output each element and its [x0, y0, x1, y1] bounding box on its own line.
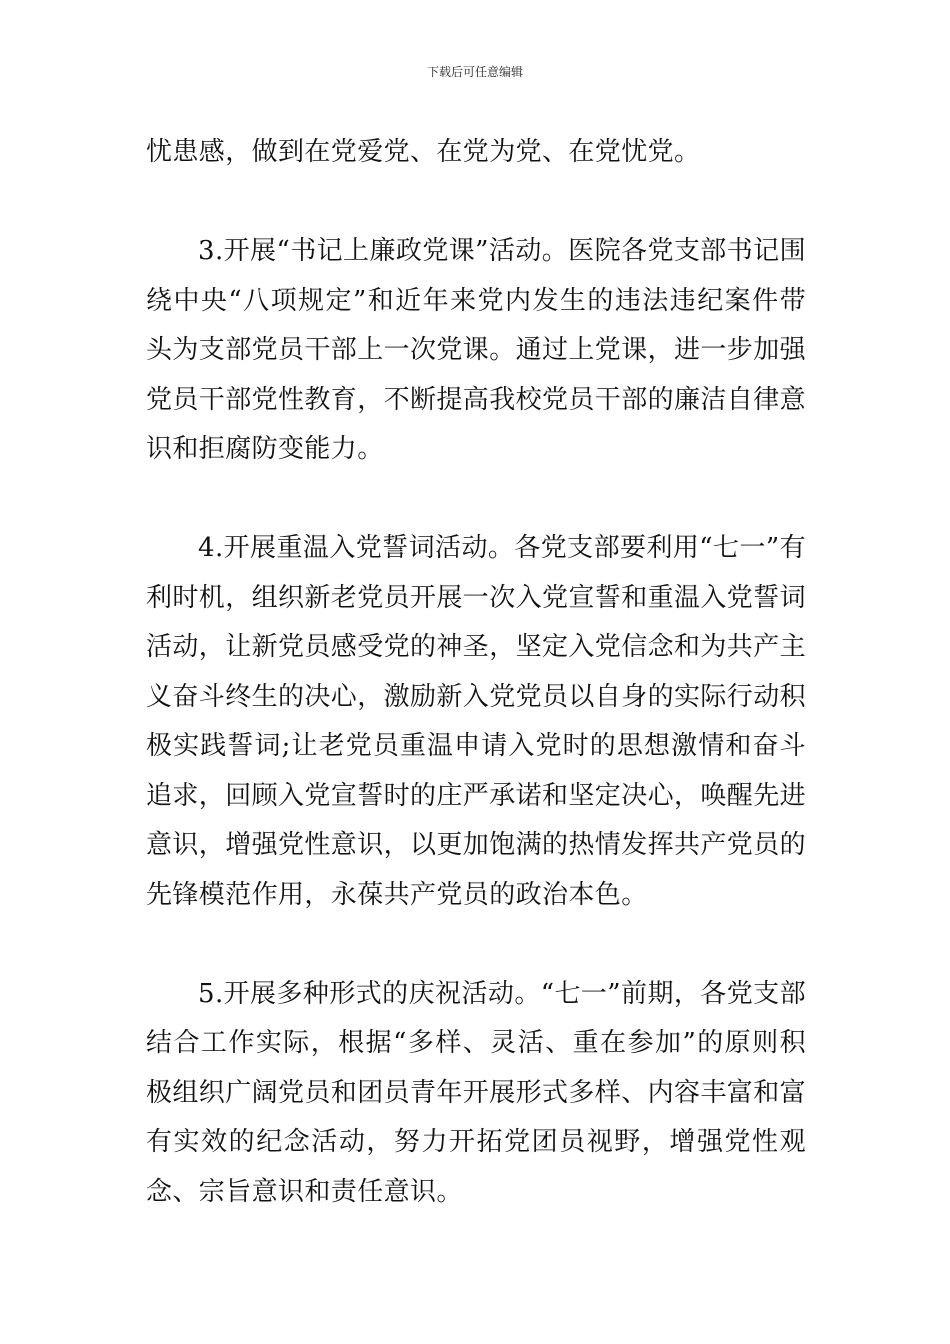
paragraph-item-4: 4.开展重温入党誓词活动。各党支部要利用“七一”有利时机，组织新老党员开展一次入党宣誓和重温入党誓词活动，让新党员感受党的神圣，坚定入党信念和为共产主义奋斗终生的决心，激励新入党党员以自身的实际行动积极实践誓词;让老党员重温申请入党时的思想激情和奋斗追求，回顾入党宣誓时的庄严承诺和坚定决心，唤醒先进意识，增强党性意识，以更加饱满的热情发挥共产党员的先锋模范作用，永葆共产党员的政治本色。	[146, 533, 807, 910]
paragraph-gap	[146, 920, 806, 970]
paragraph-continuation: 忧患感，做到在党爱党、在党为党、在党忧党。	[146, 137, 701, 167]
paragraph-gap	[146, 178, 806, 228]
page-header-note: 下载后可任意编辑	[426, 65, 523, 79]
document-body	[146, 128, 806, 1217]
paragraph-gap	[146, 475, 806, 525]
paragraph-item-5: 5.开展多种形式的庆祝活动。“七一”前期，各党支部结合工作实际，根据“多样、灵活、重在参加”的原则积极组织广阔党员和团员青年开展形式多样、内容丰富和富有实效的纪念活动，努力开拓党团员视野，增强党性观念、宗旨意识和责任意识。	[146, 978, 807, 1207]
paragraph-item-3: 3.开展“书记上廉政党课”活动。医院各党支部书记围绕中央“八项规定”和近年来党内发生的违法违纪案件带头为支部党员干部上一次党课。通过上党课，进一步加强党员干部党性教育，不断提高我校党员干部的廉洁自律意识和拒腐防变能力。	[146, 236, 807, 464]
